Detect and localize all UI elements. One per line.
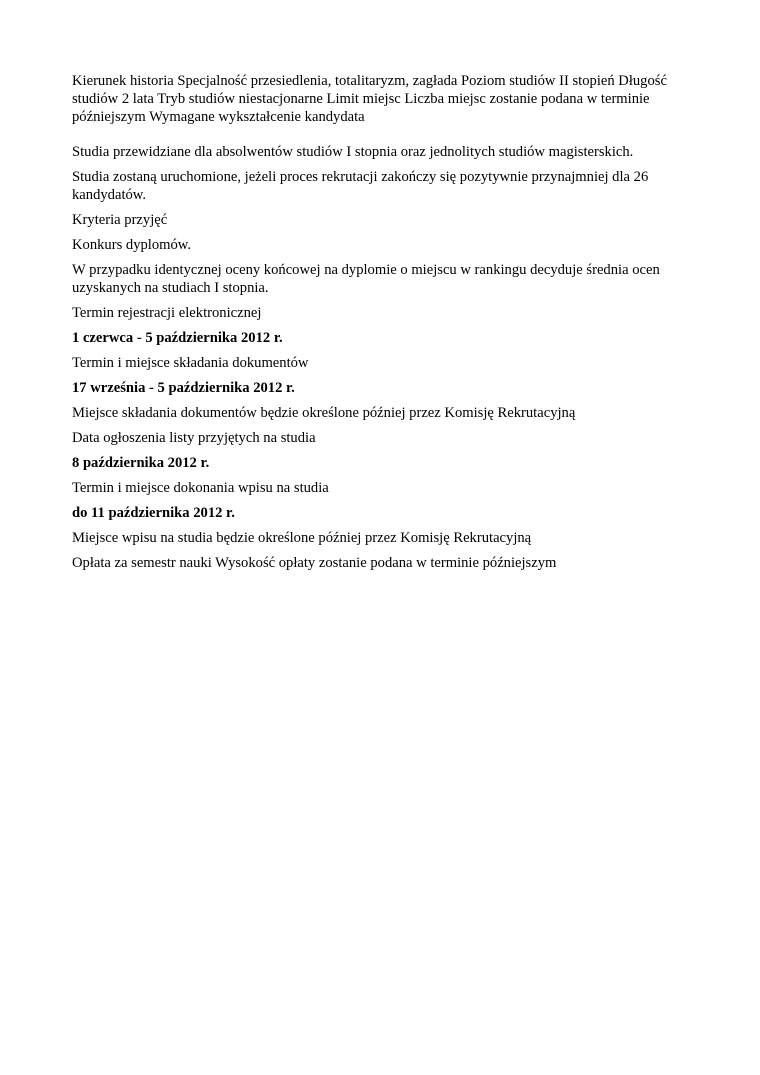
enrollment-term-date: do 11 października 2012 r. bbox=[72, 505, 235, 521]
eligibility-paragraph: Studia przewidziane dla absolwentów studiów I stopnia oraz jednolitych studiów magisterskich. bbox=[72, 144, 634, 160]
document-body bbox=[72, 72, 692, 579]
enrollment-place-text: Miejsce wpisu na studia będzie określone później przez Komisję Rekrutacyjną bbox=[72, 530, 532, 546]
registration-term-date: 1 czerwca - 5 października 2012 r. bbox=[72, 330, 283, 346]
tie-break-paragraph: W przypadku identycznej oceny końcowej na dyplomie o miejscu w rankingu decyduje średnia ocen uzyskanych na studiach I stopnia. bbox=[72, 262, 660, 296]
admission-criteria-heading: Kryteria przyjęć bbox=[72, 212, 168, 228]
admission-criteria-text: Konkurs dyplomów. bbox=[72, 237, 192, 253]
launch-condition-paragraph: Studia zostaną uruchomione, jeżeli proces rekrutacji zakończy się pozytywnie przynajmniej dla 26 kandydatów. bbox=[72, 169, 649, 203]
registration-term-label: Termin rejestracji elektronicznej bbox=[72, 305, 262, 321]
results-date-label: Data ogłoszenia listy przyjętych na studia bbox=[72, 430, 316, 446]
documents-term-label: Termin i miejsce składania dokumentów bbox=[72, 355, 309, 371]
program-details-paragraph: Kierunek historia Specjalność przesiedlenia, totalitaryzm, zagłada Poziom studiów II stopień Długość studiów 2 lata Tryb studiów niestacjonarne Limit miejsc Liczba miejsc zostanie podana w terminie późniejszym Wymagane wykształcenie kandydata bbox=[72, 73, 667, 125]
enrollment-term-label: Termin i miejsce dokonania wpisu na studia bbox=[72, 480, 329, 496]
documents-place-text: Miejsce składania dokumentów będzie określone później przez Komisję Rekrutacyjną bbox=[72, 405, 576, 421]
tuition-fee-text: Opłata za semestr nauki Wysokość opłaty zostanie podana w terminie późniejszym bbox=[72, 555, 557, 571]
results-date: 8 października 2012 r. bbox=[72, 455, 210, 471]
documents-term-date: 17 września - 5 października 2012 r. bbox=[72, 380, 295, 396]
